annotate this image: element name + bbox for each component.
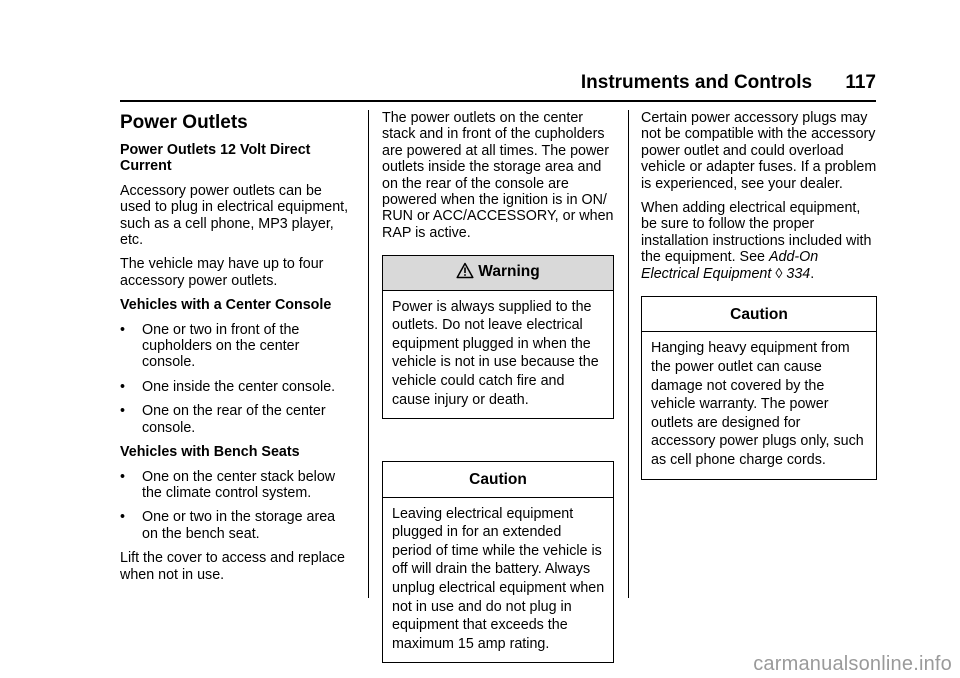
paragraph: Certain power accessory plugs may not be compatible with the accessory power outlet and could overload vehicle or adapter fuses. If a problem is experienced, see your dealer. [641,110,877,192]
page-number: 117 [845,72,876,93]
subheading-bench-seats: Vehicles with Bench Seats [120,444,300,461]
list-item: • One or two in front of the cupholders on the center console. [120,321,300,371]
subheading-12v: Power Outlets 12 Volt Direct Current [120,142,311,175]
warning-box [382,255,614,419]
section-title: Instruments and Controls [580,72,813,93]
list-item: • One on the center stack below the climate control system. [120,468,336,501]
column-divider-1 [368,110,369,598]
page-header [120,72,876,100]
paragraph: The vehicle may have up to four accessory power outlets. [120,256,324,289]
bullet: • [120,509,126,526]
column-2 [382,110,614,675]
caution-text: Leaving electrical equipment plugged in for an extended period of time while the vehicle is off will drain the battery. Always unplug electrical equipment when not in use and do not plug in equipment that exceeds the maximum 15 amp rating. [392,505,605,652]
center-console-list [120,322,352,436]
bullet: • [120,378,126,395]
caution-box [382,461,614,663]
bullet: • [120,468,126,485]
page-title: Power Outlets [120,112,248,133]
paragraph: The power outlets on the center stack and in front of the cupholders are powered at all times. The power outlets inside the storage area and on the rear of the console are powered when the ignition is in ON/ RUN or ACC/ACCESSORY, or when RAP is active. [382,110,614,241]
bullet: • [120,321,126,338]
caution-box [641,296,877,480]
warning-triangle-icon [456,262,474,283]
page-ref-icon: ◊ [775,265,783,282]
caution-title: Caution [383,462,613,497]
warning-header [383,256,613,290]
column-divider-2 [628,110,629,598]
list-item: • One inside the center console. [120,378,336,395]
paragraph: Lift the cover to access and replace when not in use. [120,550,345,583]
list-item: • One or two in the storage area on the bench seat. [120,509,336,542]
watermark: carmanualsonline.info [753,653,952,675]
paragraph-cross-reference: When adding electrical equipment, be sure to follow the proper installation instructions included with the equipment. See Add-On Electrical Equipment ◊ 334. [641,200,872,282]
bullet: • [120,403,126,420]
warning-text: Power is always supplied to the outlets. Do not leave electrical equipment plugged in when the vehicle is not in use because the vehicle could catch fire and cause injury or death. [392,298,599,408]
column-3 [641,110,877,492]
caution-text: Hanging heavy equipment from the power outlet can cause damage not covered by the vehicle warranty. The power outlets are designed for accessory power plugs only, such as cell phone charge cords. [651,340,864,469]
caution-title: Caution [642,297,876,332]
header-rule [120,100,876,102]
bench-seats-list [120,469,352,543]
page-reference[interactable]: 334 [786,265,811,282]
paragraph: Accessory power outlets can be used to plug in electrical equipment, such as a cell phone, MP3 player, etc. [120,182,349,249]
list-item: • One on the rear of the center console. [120,403,326,436]
cross-reference-link[interactable]: Add-On Electrical Equipment [641,249,819,282]
column-1 [120,110,352,591]
subheading-center-console: Vehicles with a Center Console [120,297,332,314]
warning-title: Warning [478,263,540,281]
